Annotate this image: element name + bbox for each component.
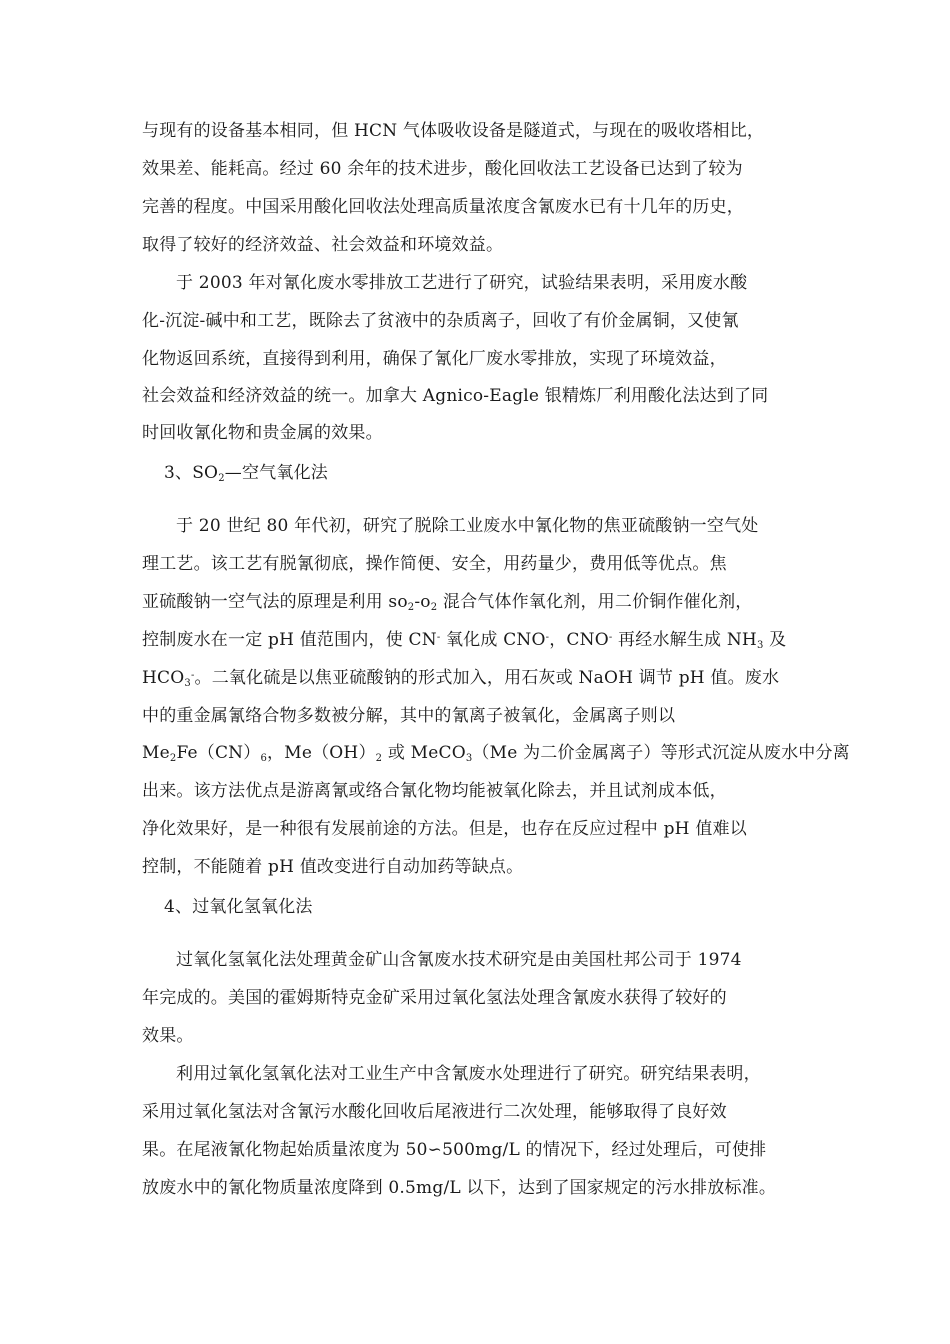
paragraph-line bbox=[142, 196, 744, 218]
text-run: 化-沉淀-碱中和工艺，既除去了贫液中的杂质离子，回收了有价金属铜，又使氰 bbox=[142, 311, 739, 331]
paragraph-line bbox=[142, 385, 768, 407]
text-run: 效果差、能耗高。经过 60 余年的技术进步，酸化回收法工艺设备已达到了较为 bbox=[142, 159, 743, 179]
subscript-text: 3 bbox=[465, 753, 473, 764]
text-run: （Me 为二价金属离子）等形式沉淀从废水中分离 bbox=[472, 743, 850, 763]
text-run: 理工艺。该工艺有脱氰彻底，操作简便、安全，用药量少，费用低等优点。焦 bbox=[142, 554, 727, 574]
paragraph-line bbox=[176, 949, 742, 971]
text-run: 。二氧化硫是以焦亚硫酸钠的形式加入，用石灰或 NaOH 调节 pH 值。废水 bbox=[194, 668, 780, 688]
paragraph-line bbox=[142, 422, 383, 444]
paragraph-line bbox=[142, 234, 503, 256]
text-run: 果。在尾液氰化物起始质量浓度为 50∽500mg/L 的情况下，经过处理后，可使排 bbox=[142, 1140, 767, 1160]
superscript-text: - bbox=[608, 632, 613, 643]
paragraph-line bbox=[176, 515, 758, 537]
paragraph-line bbox=[142, 1139, 766, 1161]
paragraph-line bbox=[142, 1025, 194, 1047]
text-run: -o bbox=[414, 592, 431, 612]
text-run: 利用过氧化氢氧化法对工业生产中含氰废水处理进行了研究。研究结果表明， bbox=[176, 1064, 761, 1084]
text-run: 于 20 世纪 80 年代初，研究了脱除工业废水中氰化物的焦亚硫酸钠一空气处 bbox=[176, 516, 759, 536]
text-run: 4、过氧化氢氧化法 bbox=[164, 897, 313, 917]
text-run: 氧化成 CNO bbox=[440, 630, 546, 650]
paragraph-line bbox=[142, 120, 764, 142]
paragraph-line bbox=[142, 987, 727, 1009]
paragraph-line bbox=[142, 553, 727, 575]
paragraph-line bbox=[142, 158, 743, 180]
subscript-text: 3 bbox=[756, 640, 764, 651]
text-run: 效果。 bbox=[142, 1026, 194, 1046]
text-run: 与现有的设备基本相同，但 HCN 气体吸收设备是隧道式，与现在的吸收塔相比， bbox=[142, 121, 765, 141]
subscript-text: 6 bbox=[260, 753, 268, 764]
text-run: 放废水中的氰化物质量浓度降到 0.5mg/L 以下，达到了国家规定的污水排放标准。 bbox=[142, 1178, 777, 1198]
text-run: HCO bbox=[142, 668, 185, 688]
text-run: 中的重金属氰络合物多数被分解，其中的氰离子被氧化，金属离子则以 bbox=[142, 706, 676, 726]
subscript-text: 3 bbox=[184, 678, 191, 689]
superscript-text: - bbox=[436, 632, 441, 643]
section-heading bbox=[164, 896, 313, 918]
text-run: 年完成的。美国的霍姆斯特克金矿采用过氧化氢法处理含氰废水获得了较好的 bbox=[142, 988, 727, 1008]
paragraph-line bbox=[142, 310, 739, 332]
paragraph-line bbox=[142, 856, 523, 878]
subscript-text: 2 bbox=[407, 602, 415, 613]
subscript-text: 2 bbox=[218, 473, 225, 484]
text-run: 完善的程度。中国采用酸化回收法处理高质量浓度含氰废水已有十几年的历史， bbox=[142, 197, 744, 217]
text-run: —空气氧化法 bbox=[224, 463, 328, 483]
paragraph-line bbox=[142, 818, 747, 840]
text-run: ，Me（OH） bbox=[267, 743, 376, 763]
text-run: 出来。该方法优点是游离氰或络合氰化物均能被氧化除去，并且试剂成本低， bbox=[142, 781, 727, 801]
text-run: 再经水解生成 NH bbox=[612, 630, 757, 650]
superscript-text: - bbox=[545, 632, 550, 643]
text-run: 3、SO bbox=[164, 463, 219, 483]
paragraph-line bbox=[142, 742, 850, 764]
text-run: 过氧化氢氧化法处理黄金矿山含氰废水技术研究是由美国杜邦公司于 1974 bbox=[176, 950, 742, 970]
text-run: 社会效益和经济效益的统一。加拿大 Agnico-Eagle 银精炼厂利用酸化法达到了同 bbox=[142, 386, 769, 406]
text-run: 采用过氧化氢法对含氰污水酸化回收后尾液进行二次处理，能够取得了良好效 bbox=[142, 1102, 727, 1122]
paragraph-line bbox=[142, 705, 675, 727]
text-run: ，CNO bbox=[549, 630, 609, 650]
text-run: Fe（CN） bbox=[176, 743, 261, 763]
subscript-text: 2 bbox=[169, 753, 177, 764]
paragraph-line bbox=[142, 667, 779, 689]
text-run: 净化效果好，是一种很有发展前途的方法。但是，也存在反应过程中 pH 值难以 bbox=[142, 819, 747, 839]
text-run: 于 2003 年对氰化废水零排放工艺进行了研究，试验结果表明，采用废水酸 bbox=[176, 273, 748, 293]
text-run: 化物返回系统，直接得到利用，确保了氰化厂废水零排放，实现了环境效益， bbox=[142, 349, 727, 369]
subscript-text: 2 bbox=[430, 602, 438, 613]
text-run: 或 MeCO bbox=[382, 743, 466, 763]
paragraph-line bbox=[142, 591, 752, 613]
text-run: 及 bbox=[763, 630, 787, 650]
section-heading bbox=[164, 462, 328, 484]
subscript-text: 2 bbox=[375, 753, 383, 764]
text-run: 控制废水在一定 pH 值范围内，使 CN bbox=[142, 630, 437, 650]
paragraph-line bbox=[176, 272, 747, 294]
paragraph-line bbox=[142, 780, 727, 802]
paragraph-line bbox=[142, 629, 786, 651]
text-run: 控制，不能随着 pH 值改变进行自动加药等缺点。 bbox=[142, 857, 524, 877]
paragraph-line bbox=[142, 348, 727, 370]
text-run: 取得了较好的经济效益、社会效益和环境效益。 bbox=[142, 235, 504, 255]
text-run: 混合气体作氧化剂，用二价铜作催化剂， bbox=[437, 592, 753, 612]
text-run: Me bbox=[142, 743, 170, 763]
superscript-text: - bbox=[190, 670, 195, 681]
text-run: 亚硫酸钠一空气法的原理是利用 so bbox=[142, 592, 408, 612]
text-run: 时回收氰化物和贵金属的效果。 bbox=[142, 423, 383, 443]
paragraph-line bbox=[142, 1101, 727, 1123]
paragraph-line bbox=[176, 1063, 761, 1085]
paragraph-line bbox=[142, 1177, 776, 1199]
